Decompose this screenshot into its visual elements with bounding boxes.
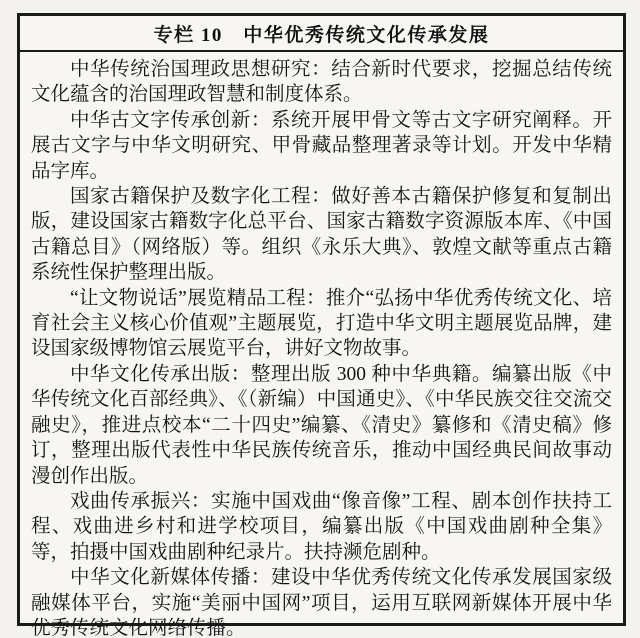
paragraph: 戏曲传承振兴：实施中国戏曲“像音像”工程、剧本创作扶持工程、戏曲进乡村和进学校项目，编纂出版《中国戏曲剧种全集》等，拍摄中国戏曲剧种纪录片。扶持濒危剧种。 xyxy=(31,490,612,563)
paragraph: 中华传统治国理政思想研究：结合新时代要求，挖掘总结传统文化蕴含的治国理政智慧和制度体系。 xyxy=(31,59,612,106)
column-panel xyxy=(17,13,626,638)
panel-body xyxy=(20,52,623,638)
panel-title: 专栏 10 中华优秀传统文化传承发展 xyxy=(153,24,490,46)
paragraph: 中华古文字传承创新：系统开展甲骨文等古文字研究阐释。开展古文字与中华文明研究、甲骨藏品整理著录等计划。开发中华精品字库。 xyxy=(31,109,612,182)
panel-header xyxy=(20,16,623,52)
paragraph: 中华文化新媒体传播：建设中华优秀传统文化传承发展国家级融媒体平台，实施“美丽中国网”项目，运用互联网新媒体开展中华优秀传统文化网络传播。 xyxy=(31,567,612,638)
paragraph: 国家古籍保护及数字化工程：做好善本古籍保护修复和复制出版，建设国家古籍数字化总平台、国家古籍数字资源版本库、《中国古籍总目》（网络版）等。组织《永乐大典》、敦煌文献等重点古籍系统性保护整理出版。 xyxy=(31,186,612,284)
paragraph: 中华文化传承出版：整理出版 300 种中华典籍。编纂出版《中华传统文化百部经典》、《（新编）中国通史》、《中华民族交往交流交融史》，推进点校本“二十四史”编纂、《清史》纂修和《清史稿》修订，整理出版代表性中华民族传统音乐，推动中国经典民间故事动漫创作出版。 xyxy=(31,363,612,487)
paragraph: “让文物说话”展览精品工程：推介“弘扬中华优秀传统文化、培育社会主义核心价值观”主题展览，打造中华文明主题展览品牌，建设国家级博物馆云展览平台，讲好文物故事。 xyxy=(31,287,612,360)
